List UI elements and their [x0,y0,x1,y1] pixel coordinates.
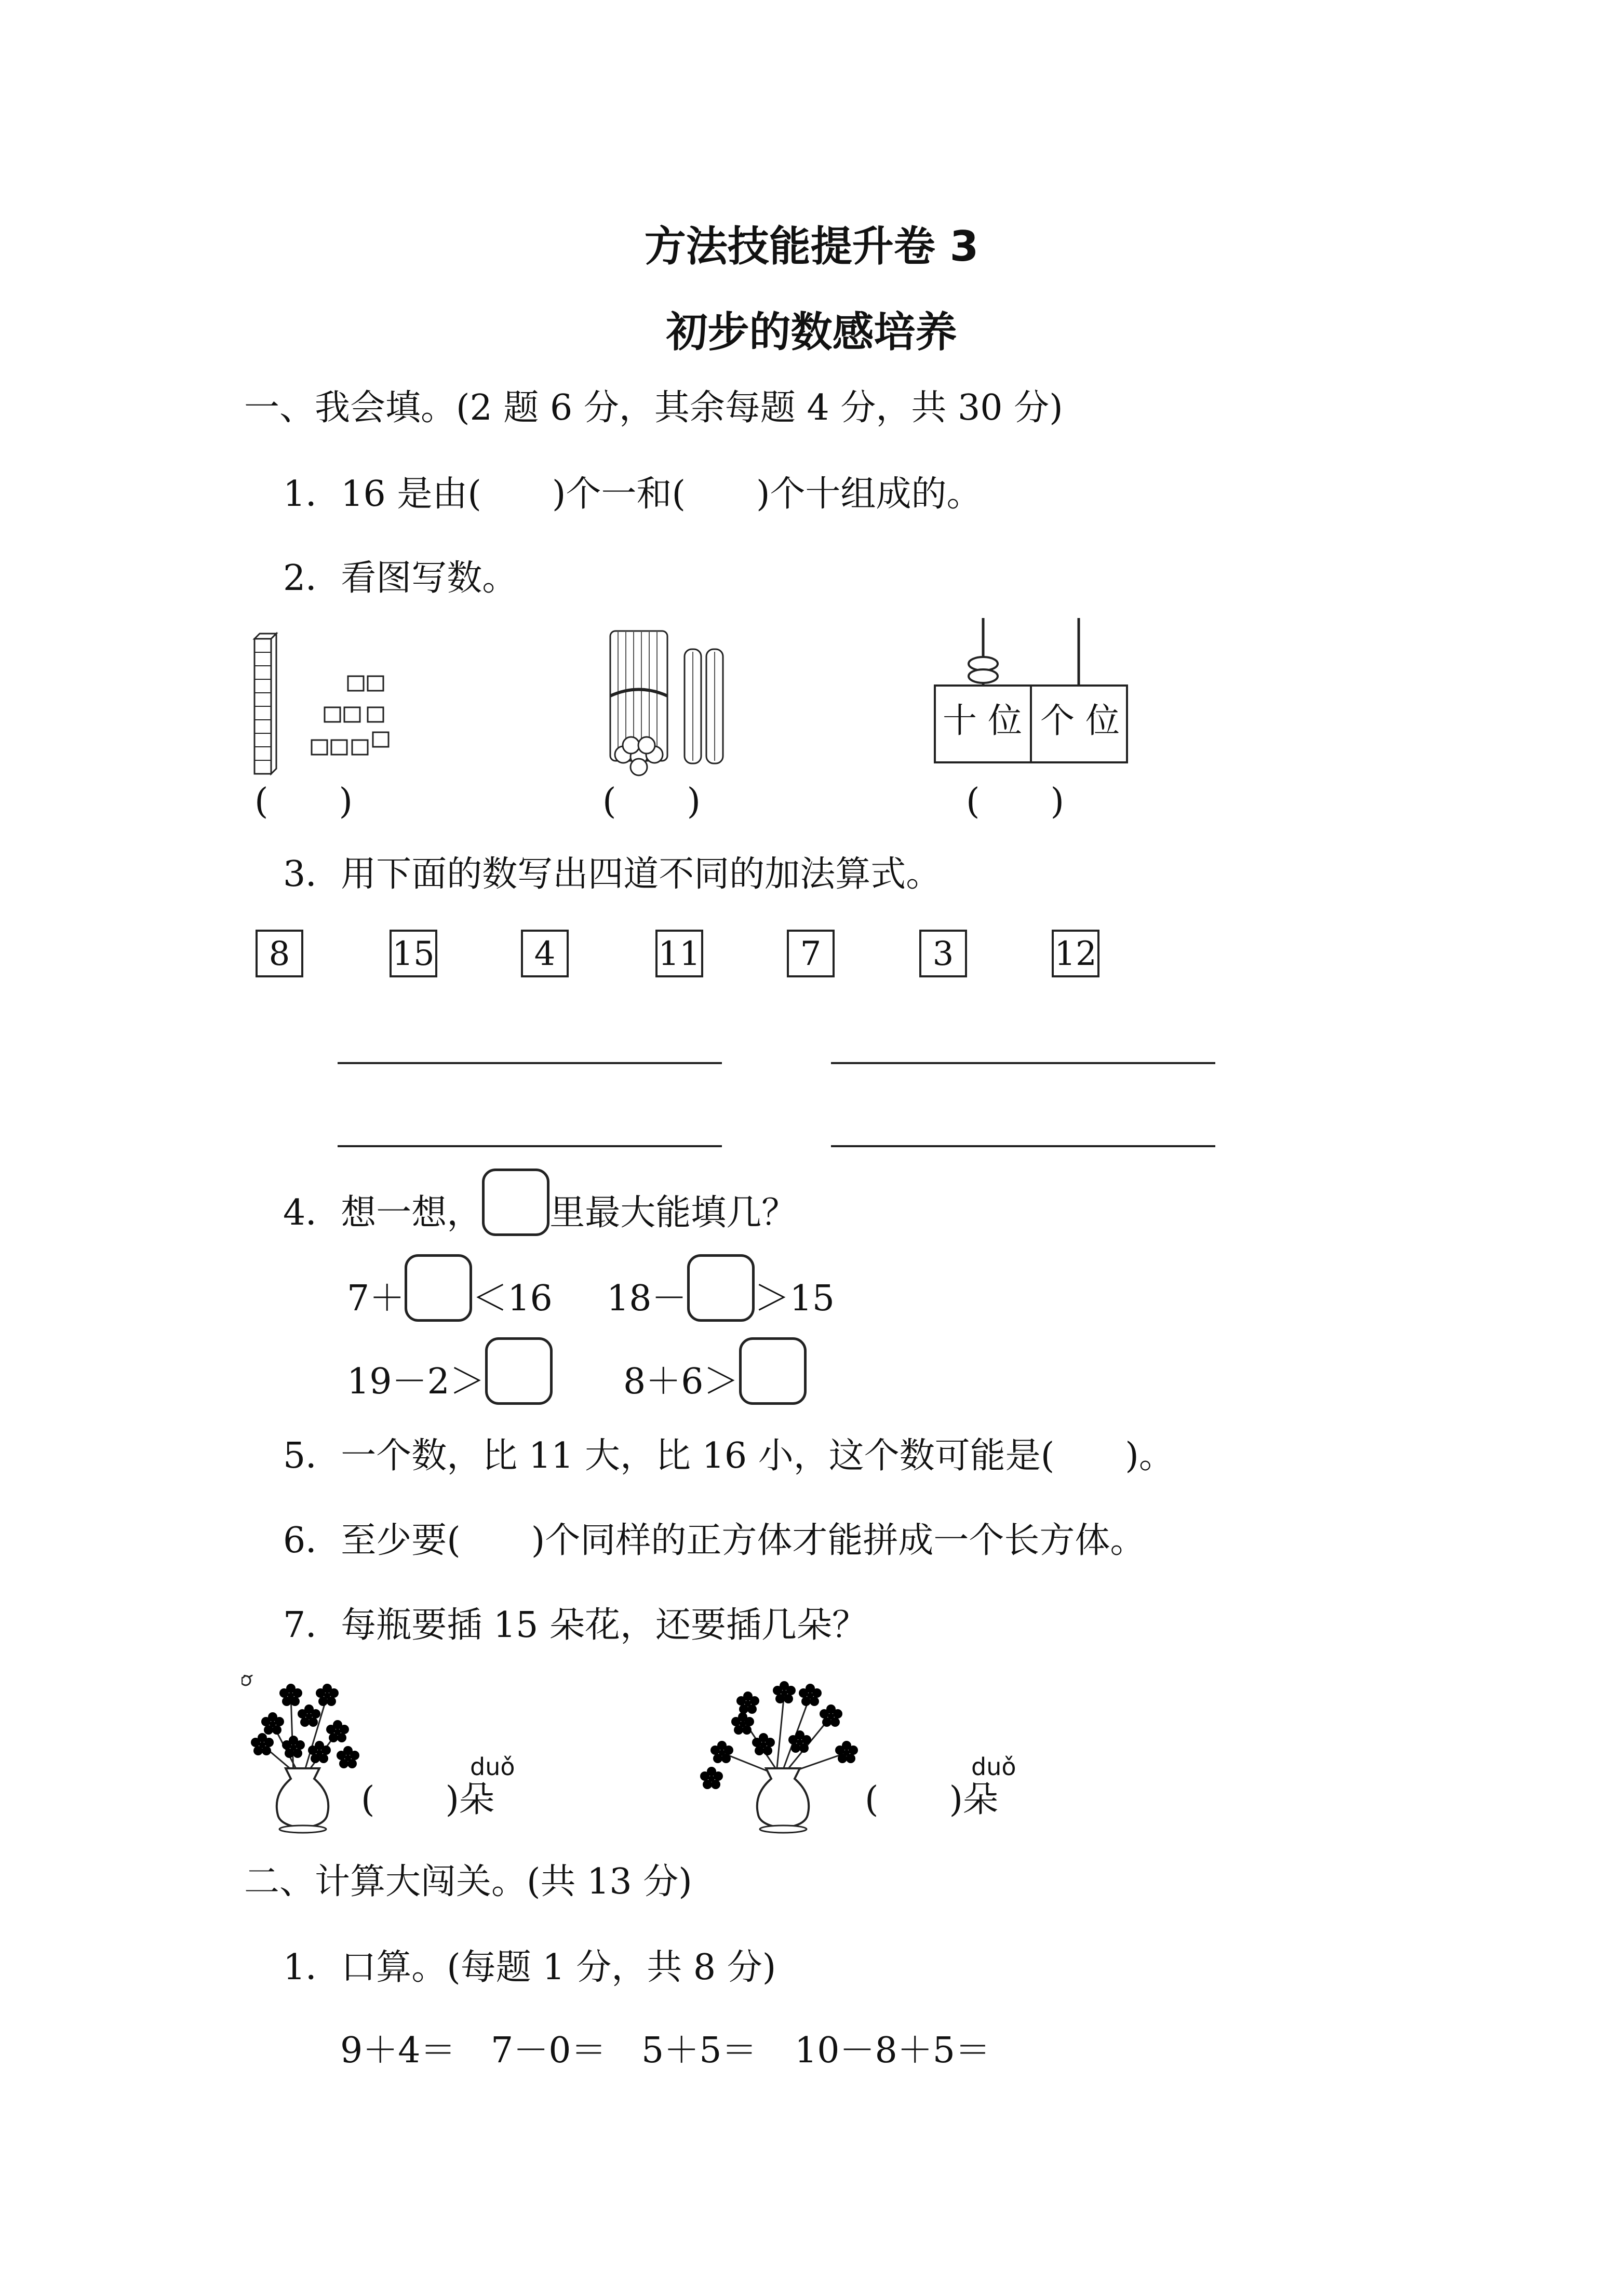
calc-item: 10－8＋5＝ [795,2030,991,2071]
answer-box[interactable] [482,1169,549,1236]
abacus-picture [930,618,1137,766]
number-card: 15 [390,930,437,977]
pinyin-label: duǒ [470,1753,515,1781]
answer-box[interactable] [485,1337,553,1405]
sticks-picture [602,621,737,782]
calc-item: 9＋4＝ [340,2030,456,2071]
section-heading: 一、我会填。(2 题 6 分，其余每题 4 分，共 30 分) [244,387,1063,428]
flower-vase-icon [242,1675,377,1836]
answer-box[interactable] [405,1254,472,1322]
page-title: 方法技能提升卷 3 [644,222,979,271]
question-6: 6．至少要( )个同样的正方体才能拼成一个长方体。 [283,1520,1146,1561]
inequality-item: 7＋ ＜16 [347,1254,553,1322]
answer-blank[interactable]: ( ) [254,781,353,822]
number-card: 12 [1052,930,1099,977]
inequality-item: 18－ ＞15 [607,1254,835,1322]
answer-line[interactable] [831,1145,1215,1147]
answer-blank[interactable]: ( ) [602,781,701,822]
inequality-item: 19－2＞ [347,1337,553,1405]
answer-box[interactable] [687,1254,755,1322]
number-card: 4 [521,930,569,977]
question-3: 3．用下面的数写出四道不同的加法算式。 [283,854,942,895]
section-heading: 二、计算大闯关。(共 13 分) [244,1861,692,1902]
answer-blank[interactable]: ( )朵 [361,1779,495,1820]
question-5: 5．一个数，比 11 大，比 16 小，这个数可能是( )。 [283,1435,1174,1476]
answer-box[interactable] [739,1337,807,1405]
number-card: 8 [256,930,303,977]
calc-item: 7－0＝ [491,2030,607,2071]
answer-blank[interactable]: ( )朵 [865,1779,999,1820]
flower-vase-icon [691,1675,878,1836]
number-card: 3 [919,930,967,977]
cubes-picture [249,628,405,784]
question-2: 2．看图写数。 [283,558,518,599]
question-4: 4．想一想， 里最大能填几？ [283,1169,797,1236]
pinyin-label: duǒ [971,1753,1016,1781]
answer-line[interactable] [831,1062,1215,1064]
question-7: 7．每瓶要插 15 朵花，还要插几朵？ [283,1605,868,1646]
inequality-item: 8＋6＞ [623,1337,807,1405]
number-card: 11 [655,930,703,977]
answer-blank[interactable]: ( ) [966,781,1065,822]
answer-line[interactable] [338,1062,722,1064]
answer-line[interactable] [338,1145,722,1147]
abacus-tens-label: 十 位 [943,701,1022,741]
number-card: 7 [787,930,835,977]
question-1: 1．16 是由( )个一和( )个十组成的。 [283,474,982,515]
calc-item: 5＋5＝ [641,2030,757,2071]
question-2-1: 1．口算。(每题 1 分，共 8 分) [283,1947,776,1988]
abacus-ones-label: 个 位 [1040,701,1120,741]
page-subtitle: 初步的数感培养 [666,308,957,356]
